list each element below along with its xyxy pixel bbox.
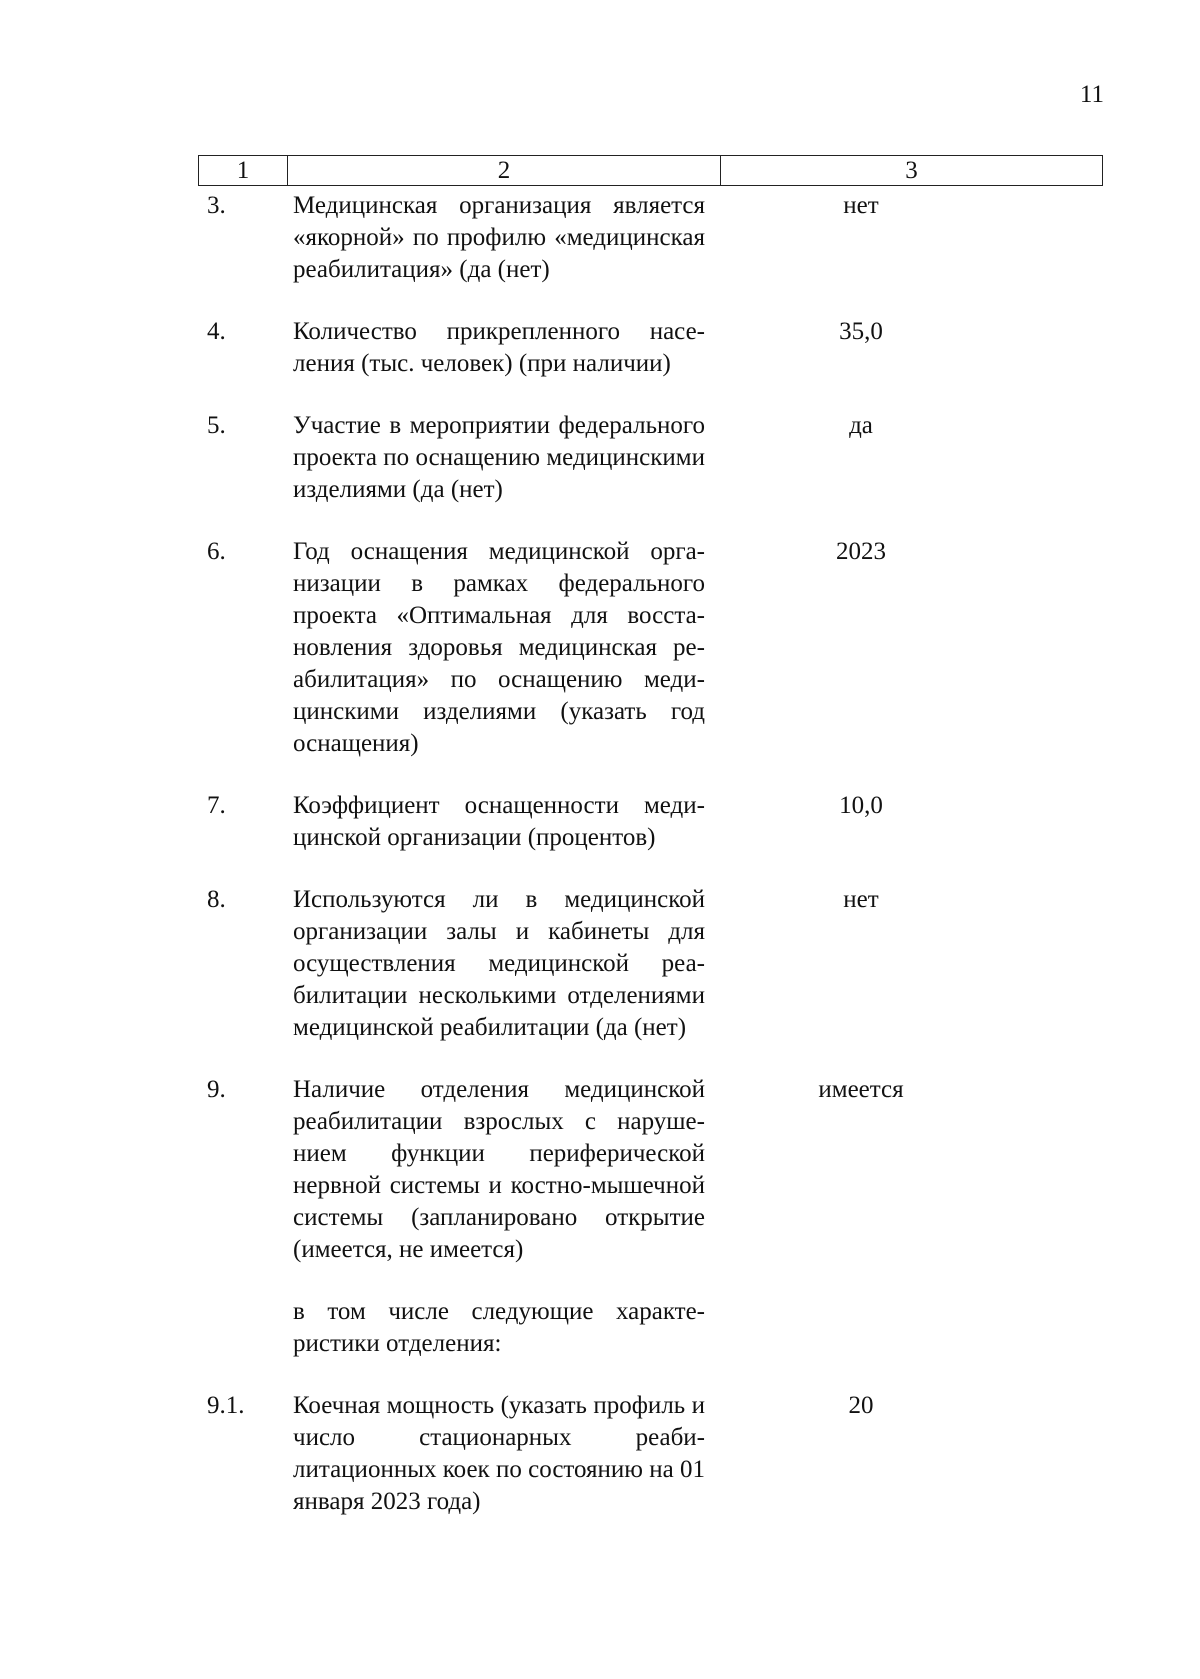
table-row: [0, 1390, 1200, 1518]
row-description: в том числе следующие характеристики отделения:: [293, 1298, 705, 1357]
row-value: 2023: [836, 538, 886, 565]
row-value: да: [849, 412, 873, 439]
table-row: [0, 1296, 1200, 1360]
row-value: 35,0: [839, 318, 883, 345]
table-row: [0, 536, 1200, 760]
page-number: 11: [1079, 81, 1104, 108]
row-value: нет: [843, 886, 879, 913]
row-number: 5.: [207, 412, 226, 439]
row-description: Участие в мероприятии федерального проекта по оснащению медицинскими изделиями (да (нет): [293, 412, 705, 503]
row-value: нет: [843, 192, 879, 219]
table-row: [0, 316, 1200, 380]
table-body: [0, 186, 1200, 1518]
row-number: 4.: [207, 318, 226, 345]
header-col-3: 3: [905, 157, 918, 184]
row-description: Количество прикрепленного населения (тыс. человек) (при наличии): [293, 318, 705, 377]
table-row: [0, 790, 1200, 854]
row-value: 20: [848, 1392, 874, 1419]
row-number: 8.: [207, 886, 226, 913]
row-value: 10,0: [839, 792, 883, 819]
row-value: имеется: [818, 1076, 904, 1103]
row-number: 6.: [207, 538, 226, 565]
row-number: 3.: [207, 192, 226, 219]
table-header: [198, 155, 1103, 186]
row-number: 7.: [207, 792, 226, 819]
row-description: Используются ли в медицинской организации залы и кабинеты для осуществления медицинской реабилитации несколькими отделениями медицинской реабилитации (да (нет): [293, 886, 705, 1041]
table-row: [0, 884, 1200, 1044]
table-row: [0, 410, 1200, 506]
row-number: [0, 1296, 252, 1328]
header-col-2: 2: [288, 156, 721, 185]
table-row: [0, 190, 1200, 286]
row-number: 9.1.: [207, 1392, 245, 1419]
row-description: Год оснащения медицинской организации в рамках федерального проекта «Оптимальная для восстановления здоровья медицинская реабилитация» по оснащению медицинскими изделиями (указать год оснащения): [293, 538, 705, 757]
row-number: 9.: [207, 1076, 226, 1103]
row-description: Медицинская организация является «якорной» по профилю «медицинская реабилитация» (да (нет): [293, 192, 705, 283]
header-col-1: 1: [199, 156, 288, 185]
table-row: [0, 1074, 1200, 1266]
row-description: Коечная мощность (указать профиль и число стационарных реабилитационных коек по состоянию на 01 января 2023 года): [293, 1392, 705, 1515]
row-description: Наличие отделения медицинской реабилитации взрослых с нарушением функции периферической нервной системы и костно-мышечной системы (запланировано открытие (имеется, не имеется): [293, 1076, 705, 1263]
row-description: Коэффициент оснащенности медицинской организации (процентов): [293, 792, 705, 851]
